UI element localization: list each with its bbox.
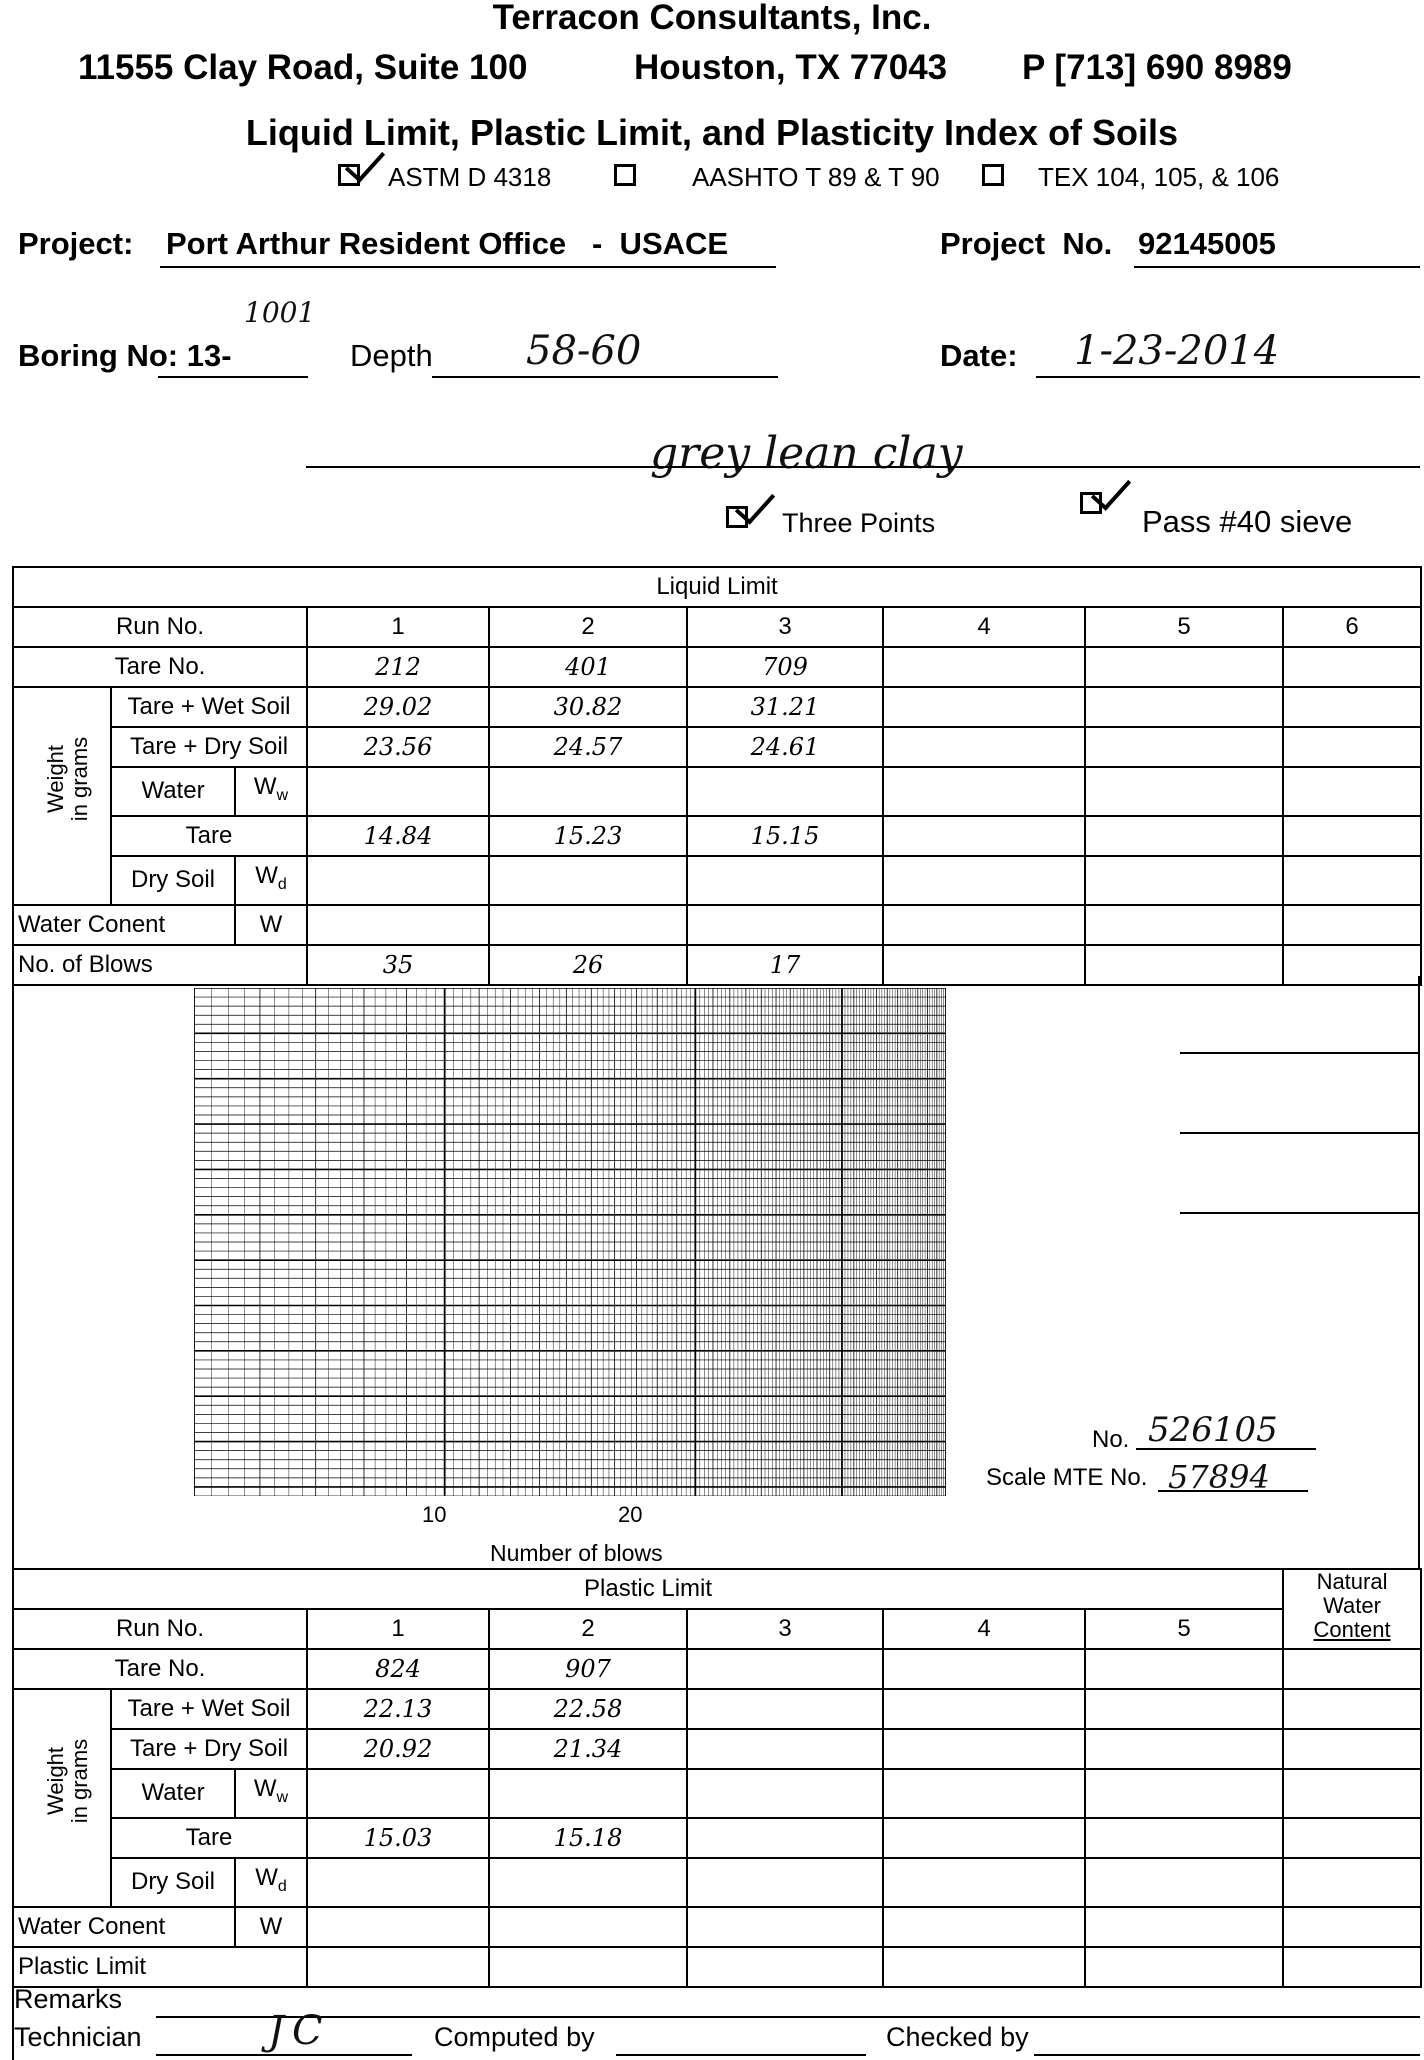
ll-cell[interactable]: [489, 905, 687, 945]
ll-cell[interactable]: [1283, 767, 1421, 816]
project-no-line: [1134, 266, 1420, 268]
pl-cell[interactable]: [489, 1907, 687, 1947]
ll-cell[interactable]: [1085, 856, 1283, 905]
natural-cell[interactable]: [1283, 1689, 1421, 1729]
water-label: Water: [1323, 1593, 1381, 1618]
ll-cell[interactable]: [687, 856, 883, 905]
pl-cell[interactable]: [687, 1689, 883, 1729]
ll-run-header: 1: [307, 607, 489, 647]
three-points-label: Three Points: [782, 508, 936, 538]
tick-20: 20: [618, 1502, 643, 1527]
scale-value: 57894: [1168, 1458, 1270, 1496]
ll-cell[interactable]: 26: [489, 945, 687, 985]
company-phone: P [713] 690 8989: [1022, 48, 1292, 87]
pl-cell[interactable]: [687, 1818, 883, 1858]
aashto-label: AASHTO T 89 & T 90: [692, 162, 940, 192]
footer-frame: [12, 1980, 1420, 2060]
ll-cell[interactable]: [1283, 727, 1421, 767]
graph-side-line: [1180, 1052, 1418, 1054]
no-line: [1136, 1448, 1316, 1450]
remarks-line: [156, 2016, 1420, 2018]
pl-run-header: 3: [687, 1609, 883, 1649]
pl-run-header: 1: [307, 1609, 489, 1649]
weight-label-cell: [13, 687, 111, 905]
ll-cell[interactable]: [1283, 856, 1421, 905]
ll-cell[interactable]: [307, 856, 489, 905]
ll-cell[interactable]: 14.84: [307, 816, 489, 856]
tare-wet-label: Tare + Wet Soil: [111, 687, 307, 727]
ll-cell[interactable]: [687, 905, 883, 945]
natural-water-content-header: [1283, 1569, 1421, 1649]
pl-cell[interactable]: [883, 1769, 1085, 1818]
pl-cell[interactable]: [489, 1769, 687, 1818]
company-city: Houston, TX 77043: [634, 48, 948, 87]
ll-cell[interactable]: [883, 647, 1085, 687]
boring-label: Boring No: 13-: [18, 338, 232, 373]
tare-label: Tare: [111, 1818, 307, 1858]
project-no-label: Project No.: [940, 226, 1113, 261]
weight-label: Weight: [43, 744, 68, 814]
water-content-label: Water Conent: [13, 1907, 235, 1947]
ll-cell[interactable]: 29.02: [307, 687, 489, 727]
ll-cell[interactable]: [1085, 905, 1283, 945]
dry-soil-symbol: $W_d$: [235, 856, 307, 905]
water-content-label: Water Conent: [13, 905, 235, 945]
tare-wet-label: Tare + Wet Soil: [111, 1689, 307, 1729]
ll-run-header: 4: [883, 607, 1085, 647]
project-label: Project:: [18, 226, 134, 261]
content-label: Content: [1313, 1617, 1391, 1642]
natural-cell[interactable]: [1283, 1858, 1421, 1907]
ll-cell[interactable]: 17: [687, 945, 883, 985]
pl-run-header: 5: [1085, 1609, 1283, 1649]
graph-xlabel: Number of blows: [490, 1540, 663, 1566]
dry-soil-label: Dry Soil: [111, 856, 235, 905]
scale-line: [1158, 1490, 1308, 1492]
water-symbol: $W_w$: [235, 767, 307, 816]
no-label: No.: [1092, 1426, 1130, 1453]
ll-cell[interactable]: 15.23: [489, 816, 687, 856]
pl-cell[interactable]: 907: [489, 1649, 687, 1689]
ll-cell[interactable]: [883, 816, 1085, 856]
liquid-limit-title: Liquid Limit: [13, 567, 1421, 607]
ll-cell[interactable]: 15.15: [687, 816, 883, 856]
pl-cell[interactable]: 21.34: [489, 1729, 687, 1769]
aashto-checkbox[interactable]: [614, 164, 636, 186]
pl-cell[interactable]: [489, 1858, 687, 1907]
ll-run-header: 5: [1085, 607, 1283, 647]
water-label: Water: [111, 767, 235, 816]
weight-label: Weight: [43, 1746, 68, 1816]
astm-label: ASTM D 4318: [388, 162, 552, 192]
computed-label: Computed by: [434, 2022, 595, 2052]
tare-no-label: Tare No.: [13, 1649, 307, 1689]
checked-label: Checked by: [886, 2022, 1029, 2052]
date-label: Date:: [940, 338, 1018, 373]
tare-label: Tare: [111, 816, 307, 856]
checked-line: [1034, 2054, 1420, 2056]
boring-line: [158, 376, 308, 378]
ll-cell[interactable]: [687, 767, 883, 816]
project-no: 92145005: [1138, 226, 1276, 261]
ll-cell[interactable]: [489, 767, 687, 816]
pl-cell[interactable]: [1085, 1729, 1283, 1769]
company-address: 11555 Clay Road, Suite 100: [78, 48, 528, 87]
description-line: [306, 466, 1420, 468]
pl-cell[interactable]: [883, 1729, 1085, 1769]
weight-label-cell: [13, 1689, 111, 1907]
soil-description: grey lean clay: [650, 428, 963, 479]
blow-count-grid: [194, 988, 946, 1496]
dry-soil-label: Dry Soil: [111, 1858, 235, 1907]
pl-cell[interactable]: 824: [307, 1649, 489, 1689]
pl-run-header: 4: [883, 1609, 1085, 1649]
no-value: 526105: [1148, 1410, 1278, 1450]
ll-cell[interactable]: [1085, 687, 1283, 727]
pl-cell[interactable]: [1085, 1649, 1283, 1689]
plastic-limit-title: Plastic Limit: [13, 1569, 1283, 1609]
ll-cell[interactable]: 212: [307, 647, 489, 687]
date-line: [1036, 376, 1420, 378]
depth-label: Depth: [350, 338, 433, 373]
natural-label: Natural: [1316, 1569, 1388, 1594]
ll-cell[interactable]: [1085, 647, 1283, 687]
company-name: Terracon Consultants, Inc.: [492, 0, 932, 37]
ll-cell[interactable]: 31.21: [687, 687, 883, 727]
pl-cell[interactable]: 22.58: [489, 1689, 687, 1729]
technician-label: Technician: [14, 2022, 142, 2052]
ll-run-header: 2: [489, 607, 687, 647]
pl-cell[interactable]: [883, 1818, 1085, 1858]
date-value: 1-23-2014: [1074, 328, 1280, 374]
natural-cell[interactable]: [1283, 1649, 1421, 1689]
scale-label: Scale MTE No.: [986, 1464, 1148, 1491]
ll-cell[interactable]: 30.82: [489, 687, 687, 727]
pl-cell[interactable]: 15.03: [307, 1818, 489, 1858]
tex-checkbox[interactable]: [982, 164, 1004, 186]
ll-cell[interactable]: [883, 856, 1085, 905]
dry-soil-symbol: $W_d$: [235, 1858, 307, 1907]
blows-label: No. of Blows: [13, 945, 307, 985]
pl-cell[interactable]: [883, 1689, 1085, 1729]
tare-no-label: Tare No.: [13, 647, 307, 687]
graph-side-line: [1180, 1132, 1418, 1134]
pl-cell[interactable]: 15.18: [489, 1818, 687, 1858]
weight-label-units: in grams: [67, 736, 92, 822]
pl-cell[interactable]: 20.92: [307, 1729, 489, 1769]
run-no-label: Run No.: [13, 1609, 307, 1649]
pl-cell[interactable]: [687, 1769, 883, 1818]
ll-cell[interactable]: 24.61: [687, 727, 883, 767]
ll-cell[interactable]: 709: [687, 647, 883, 687]
ll-cell[interactable]: [1283, 647, 1421, 687]
technician-line: [156, 2054, 412, 2056]
ll-cell[interactable]: [1085, 816, 1283, 856]
pl-cell[interactable]: [307, 1907, 489, 1947]
technician-value: JC: [268, 2008, 331, 2054]
tick-10: 10: [422, 1502, 447, 1527]
pl-cell[interactable]: [687, 1858, 883, 1907]
ll-cell[interactable]: [1085, 767, 1283, 816]
plastic-limit-table: [12, 1568, 1422, 1988]
pl-cell[interactable]: [1085, 1907, 1283, 1947]
project-name-line: [160, 266, 776, 268]
ll-cell[interactable]: [883, 767, 1085, 816]
depth-value: 58-60: [526, 328, 642, 374]
natural-cell[interactable]: [1283, 1818, 1421, 1858]
pl-cell[interactable]: [883, 1649, 1085, 1689]
pass40-label: Pass #40 sieve: [1142, 504, 1353, 539]
remarks-label: Remarks: [14, 1984, 123, 2014]
form-title: Liquid Limit, Plastic Limit, and Plasticity Index of Soils: [245, 112, 1179, 153]
project-name: Port Arthur Resident Office - USACE: [166, 226, 729, 261]
ll-cell[interactable]: 401: [489, 647, 687, 687]
computed-line: [616, 2054, 866, 2056]
natural-cell[interactable]: [1283, 1729, 1421, 1769]
pl-cell[interactable]: [307, 1769, 489, 1818]
boring-value: 1001: [244, 296, 316, 329]
ll-cell[interactable]: [1283, 816, 1421, 856]
pl-cell[interactable]: [1085, 1858, 1283, 1907]
ll-cell[interactable]: [883, 905, 1085, 945]
water-content-symbol: W: [235, 905, 307, 945]
ll-cell[interactable]: [1283, 687, 1421, 727]
ll-cell[interactable]: [883, 727, 1085, 767]
natural-cell[interactable]: [1283, 1769, 1421, 1818]
tex-label: TEX 104, 105, & 106: [1038, 162, 1280, 192]
run-no-label: Run No.: [13, 607, 307, 647]
tare-dry-label: Tare + Dry Soil: [111, 727, 307, 767]
pl-cell[interactable]: [687, 1649, 883, 1689]
ll-cell[interactable]: [1085, 727, 1283, 767]
depth-line: [432, 376, 778, 378]
pl-cell[interactable]: 22.13: [307, 1689, 489, 1729]
ll-cell[interactable]: [307, 905, 489, 945]
pl-cell[interactable]: [307, 1858, 489, 1907]
water-symbol: $W_w$: [235, 1769, 307, 1818]
pl-cell[interactable]: [1085, 1689, 1283, 1729]
plastic-limit-row-label: Plastic Limit: [13, 1947, 307, 1987]
natural-cell[interactable]: [1283, 1907, 1421, 1947]
pl-cell[interactable]: [883, 1907, 1085, 1947]
ll-cell[interactable]: 24.57: [489, 727, 687, 767]
water-label: Water: [111, 1769, 235, 1818]
pl-cell[interactable]: [687, 1907, 883, 1947]
graph-side-line: [1180, 1212, 1418, 1214]
weight-label-units: in grams: [67, 1738, 92, 1824]
ll-cell[interactable]: 35: [307, 945, 489, 985]
liquid-limit-table: [12, 566, 1422, 986]
pl-cell[interactable]: [1085, 1769, 1283, 1818]
pl-cell[interactable]: [1085, 1818, 1283, 1858]
water-content-symbol: W: [235, 1907, 307, 1947]
tare-dry-label: Tare + Dry Soil: [111, 1729, 307, 1769]
pl-cell[interactable]: [687, 1729, 883, 1769]
ll-run-header: 6: [1283, 607, 1421, 647]
pl-run-header: 2: [489, 1609, 687, 1649]
ll-cell[interactable]: [489, 856, 687, 905]
ll-cell[interactable]: [883, 687, 1085, 727]
pl-cell[interactable]: [883, 1858, 1085, 1907]
ll-cell[interactable]: [307, 767, 489, 816]
ll-cell[interactable]: 23.56: [307, 727, 489, 767]
ll-cell[interactable]: [1283, 905, 1421, 945]
ll-run-header: 3: [687, 607, 883, 647]
